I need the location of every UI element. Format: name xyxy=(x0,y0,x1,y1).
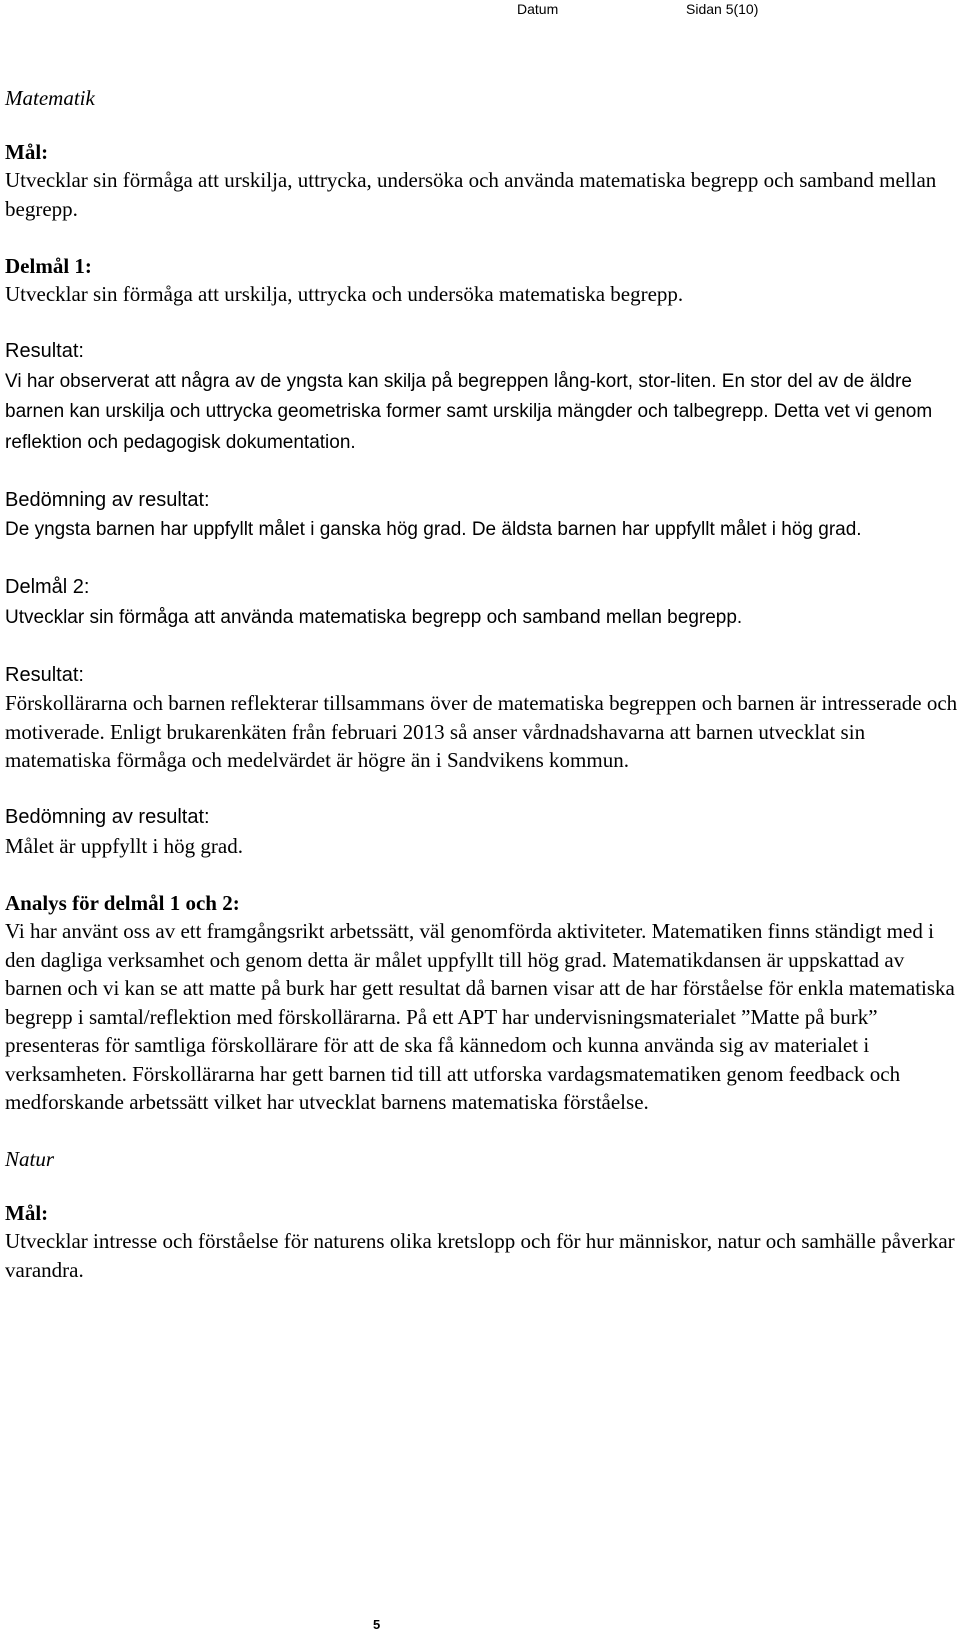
analys-block xyxy=(5,889,960,1117)
natur-mal-heading: Mål: xyxy=(5,1200,49,1225)
resultat2-heading: Resultat: xyxy=(5,663,84,686)
delmal1-text: Utvecklar sin förmåga att urskilja, uttrycka och undersöka matematiska begrepp. xyxy=(5,282,684,306)
mal-block xyxy=(5,138,960,224)
resultat1-heading: Resultat: xyxy=(5,340,84,362)
resultat2-text: Förskollärarna och barnen reflekterar tillsammans över de matematiska begreppen och barnen är intresserade och motiverade. Enligt brukarenkäten från februari 2013 så anser vårdnadshavarna att barnen utvecklat sin matematiska förmåga och medelvärdet är högre än i Sandvikens kommun. xyxy=(5,691,958,772)
bedomning2-text: Målet är uppfyllt i hög grad. xyxy=(5,833,243,858)
analys-text: Vi har använt oss av ett framgångsrikt arbetssätt, väl genomförda aktiviteter. Matematiken finns ständigt med i den dagliga verksamhet och genom detta är målet uppfyllt till hög grad. Matematikdansen är uppskattad av barnen och vi kan se att matte på burk har gett resultat då barnen visar att de har förståelse för enkla matematiska begrepp i samtal/reflektion med förskollärarna. På ett APT har undervisningsmaterialet ”Matte på burk” presenteras för samtliga förskollärare för att de ska få kännedom och kunna använda sig av materialet i verksamheten. Förskollärarna har gett barnen tid till att utforska vardagsmatematiken genom feedback och medforskande arbetssätt vilket har utvecklat barnens matematiska förståelse. xyxy=(5,919,955,1114)
bedomning2-block xyxy=(5,803,960,860)
section-title-natur: Natur xyxy=(5,1147,55,1171)
resultat1-block xyxy=(5,337,960,457)
header-date-label: Datum xyxy=(517,1,559,17)
resultat1-text: Vi har observerat att några av de yngsta kan skilja på begreppen lång-kort, stor-liten. En stor del av de äldre barnen kan urskilja och uttrycka geometriska former samt urskilja mängder och talbegrepp. Detta vet vi genom reflektion och pedagogisk dokumentation. xyxy=(5,370,933,453)
bedomning2-heading: Bedömning av resultat: xyxy=(5,806,210,828)
page-header xyxy=(0,0,960,20)
natur-mal-block xyxy=(5,1199,960,1285)
page-number: 5 xyxy=(373,1617,381,1632)
analys-heading: Analys för delmål 1 och 2: xyxy=(5,890,240,915)
bedomning1-heading: Bedömning av resultat: xyxy=(5,488,210,511)
resultat2-block xyxy=(5,661,960,775)
delmal2-block xyxy=(5,573,960,632)
mal-heading: Mål: xyxy=(5,139,49,164)
delmal1-block xyxy=(5,252,960,309)
bedomning1-text: De yngsta barnen har uppfyllt målet i ganska hög grad. De äldsta barnen har uppfyllt målet i hög grad. xyxy=(5,519,862,540)
bedomning1-block xyxy=(5,486,960,545)
delmal1-heading: Delmål 1: xyxy=(5,253,92,278)
natur-mal-text: Utvecklar intresse och förståelse för naturens olika kretslopp och för hur människor, natur och samhälle påverkar varandra. xyxy=(5,1229,955,1282)
mal-text: Utvecklar sin förmåga att urskilja, uttrycka, undersöka och använda matematiska begrepp och samband mellan begrepp. xyxy=(5,168,937,221)
header-page-label: Sidan 5(10) xyxy=(686,1,759,17)
delmal2-text: Utvecklar sin förmåga att använda matematiska begrepp och samband mellan begrepp. xyxy=(5,606,743,628)
section-title-matematik: Matematik xyxy=(5,86,95,110)
document-body xyxy=(5,84,960,1313)
delmal2-heading: Delmål 2: xyxy=(5,576,90,598)
